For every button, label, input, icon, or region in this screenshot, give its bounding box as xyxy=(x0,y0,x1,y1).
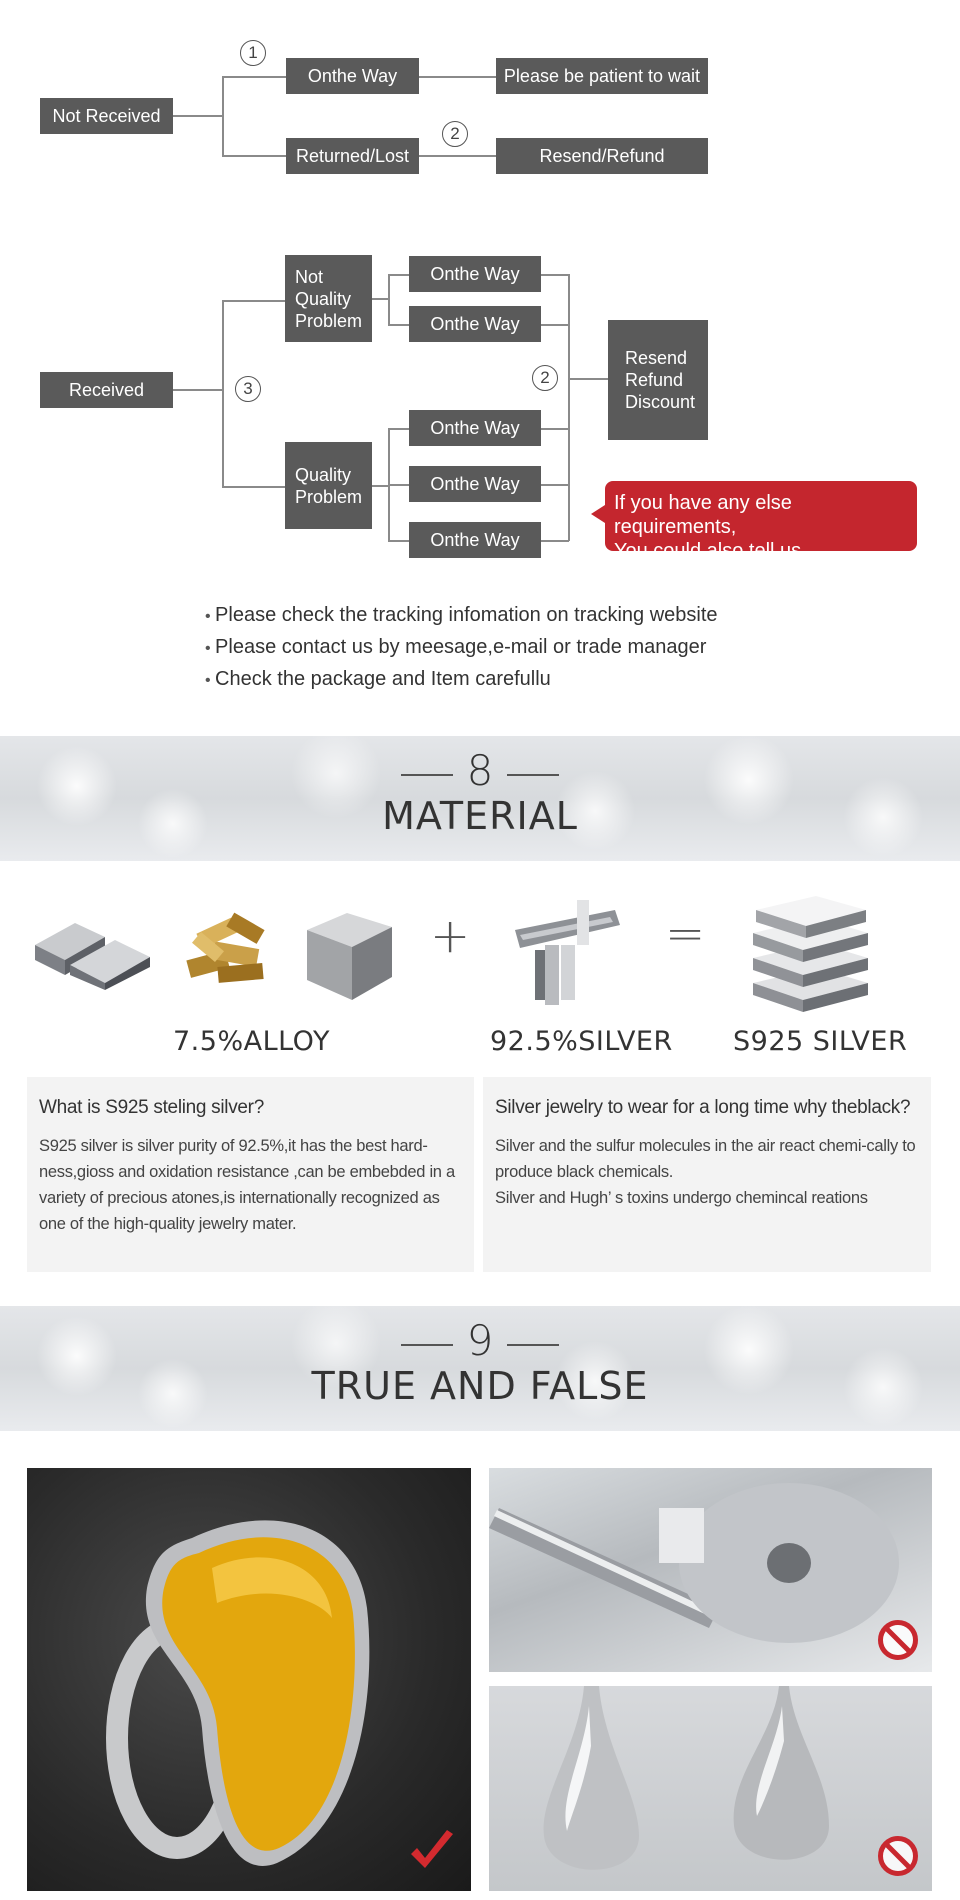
flow-node-branch-1: Onthe Way xyxy=(409,256,541,292)
tip-item: • Check the package and Item carefullu xyxy=(205,664,718,696)
s925-label: S925 SILVER xyxy=(733,1026,908,1057)
equals-sign: = xyxy=(665,906,706,962)
section-title: TRUE AND FALSE xyxy=(311,1364,649,1408)
flow-node-branch-4: Onthe Way xyxy=(409,466,541,502)
step-2-marker-bottom: 2 xyxy=(532,365,558,391)
section-number: 8 xyxy=(466,746,494,795)
flow-node-quality-problem: Quality Problem xyxy=(285,442,372,529)
step-2-marker: 2 xyxy=(442,121,468,147)
fake-silver-photo-1 xyxy=(489,1468,932,1672)
tip-item: • Please contact us by meesage,e-mail or trade manager xyxy=(205,632,718,664)
section-number: 9 xyxy=(466,1316,494,1365)
flow-node-please-wait: Please be patient to wait xyxy=(496,58,708,94)
flow-node-branch-2: Onthe Way xyxy=(409,306,541,342)
check-icon xyxy=(407,1828,457,1874)
flow-node-branch-3: Onthe Way xyxy=(409,410,541,446)
genuine-ring-photo xyxy=(27,1468,471,1891)
ring-illustration xyxy=(27,1468,471,1891)
flow-node-branch-5: Onthe Way xyxy=(409,522,541,558)
section-title: MATERIAL xyxy=(382,794,578,838)
alloy-bars-image xyxy=(30,905,155,990)
flow-node-resend-refund: Resend/Refund xyxy=(496,138,708,174)
flow-node-outcome: Resend Refund Discount xyxy=(608,320,708,440)
info-box-tarnish xyxy=(483,1077,931,1272)
earring-drops-illustration xyxy=(489,1686,932,1891)
info-body: Silver and the sulfur molecules in the air react chemi-cally to produce black chemicals. Silver and Hugh’ s toxins undergo chemincal reations xyxy=(495,1137,916,1207)
prohibited-icon xyxy=(878,1620,918,1660)
tip-item: • Please check the tracking infomation on tracking website xyxy=(205,600,718,632)
info-heading: What is S925 steling silver? xyxy=(39,1097,264,1118)
silver-label: 92.5%SILVER xyxy=(490,1026,673,1057)
fake-silver-photo-2 xyxy=(489,1686,932,1891)
info-body: S925 silver is silver purity of 92.5%,it has the best hard-ness,gioss and oxidation resistance ,can be embebded in a variety of precious atones,is internationally recognized as one of the high-quality jewelry mater. xyxy=(39,1137,455,1233)
flow-node-on-the-way: Onthe Way xyxy=(286,58,419,94)
raw-silver-image xyxy=(505,890,630,1015)
flow-node-not-quality-problem: Not Quality Problem xyxy=(285,255,372,342)
plus-sign: + xyxy=(430,908,471,964)
earring-back-illustration xyxy=(489,1468,932,1672)
section-8-banner xyxy=(0,736,960,861)
requirements-callout: If you have any else requirements, You could also tell us. xyxy=(605,481,917,551)
section-9-banner xyxy=(0,1306,960,1431)
flow-node-returned-lost: Returned/Lost xyxy=(286,138,419,174)
step-1-marker: 1 xyxy=(240,40,266,66)
info-box-s925 xyxy=(27,1077,474,1272)
metal-cube-image xyxy=(302,905,397,1005)
alloy-label: 7.5%ALLOY xyxy=(173,1026,330,1057)
brass-pieces-image xyxy=(178,905,278,995)
silver-bars-stack-image xyxy=(748,888,876,1016)
prohibited-icon xyxy=(878,1836,918,1876)
info-heading: Silver jewelry to wear for a long time why theblack? xyxy=(495,1097,911,1118)
flow-node-not-received: Not Received xyxy=(40,98,173,134)
tips-list xyxy=(205,600,718,696)
flow-node-received: Received xyxy=(40,372,173,408)
step-3-marker: 3 xyxy=(235,376,261,402)
